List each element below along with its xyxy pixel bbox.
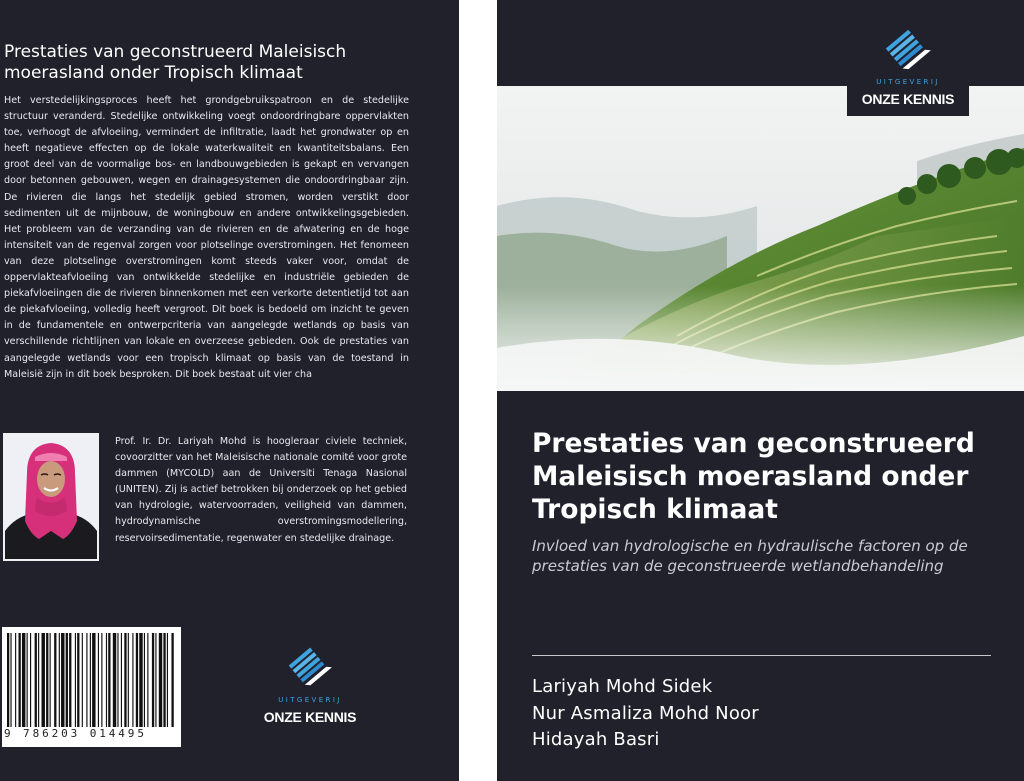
book-logo-icon	[885, 26, 931, 72]
front-cover-title: Prestaties van geconstrueerd Maleisisch moerasland onder Tropisch klimaat	[532, 428, 975, 525]
author-photo	[3, 433, 99, 561]
publisher-prefix: UITGEVERIJ	[876, 78, 940, 86]
barcode-bars	[7, 633, 176, 727]
publisher-logo-back	[256, 644, 364, 728]
author-name: Hidayah Basri	[532, 729, 660, 750]
publisher-name: ONZE KENNIS	[861, 91, 955, 107]
front-cover-subtitle: Invloed van hydrologische en hydraulische factoren op de prestaties van de geconstrueerde wetlandbehandeling	[532, 537, 968, 575]
cover-photo	[497, 86, 1024, 391]
author-bio: Prof. Ir. Dr. Lariyah Mohd is hoogleraar civiele techniek, covoorzitter van het Maleisische nationale comité voor grote dammen (MYCOLD) aan de Universiti Tenaga Nasional (UNITEN). Zij is actief betrokken bij onderzoek op het gebied van hydrologie, watervoorraden, veiligheid van dammen, hydrodynamische overstromingsmodellering, reservoirsedimentatie, regenwater en stedelijke drainage.	[115, 436, 407, 544]
spine-gap	[459, 0, 497, 781]
back-cover-blurb: Het verstedelijkingsproces heeft het grondgebruikspatroon en de stedelijke structuur veranderd. Stedelijke ontwikkeling voegt ondoordringbare oppervlakten toe, verhoogt de afvloeiing, vermindert de infiltratie, laadt het grondwater op en heeft negatieve effecten op de lokale waterkwaliteit en kwantiteitsbalans. Een groot deel van de voormalige bos- en landbouwgebieden is gekapt en vervangen door betonnen gebouwen, wegen en drainagesystemen die ondoordringbaar zijn. De rivieren die langs het stedelijk gebied stromen, worden verstikt door sedimenten uit de mijnbouw, de woningbouw en andere ontwikkelingsgebieden. Het probleem van de verzanding van de rivieren en de afwatering en de hoge intensiteit van de regenval zorgen voor plotselinge overstromingen. Het fenomeen van deze plotselinge overstromingen komt steeds vaker voor, omdat de oppervlakteafvloeiing van ontwikkelde stedelijke en industriële gebieden de piekafvloeiingen die de rivieren binnenkomen met een verkorte detentietijd tot aan de piekafvloeiing, volledig heeft vergroot. Dit boek is bedoeld om inzicht te geven in de fundamentele en ontwerpcriteria van aangelegde wetlands op basis van verschillende richtlijnen van lokale en overzeese gebieden. Ook de prestaties van aangelegde wetlands voor een tropisch klimaat op basis van de toestand in Maleisië zijn in dit boek besproken. Dit boek bestaat uit vier cha	[4, 95, 409, 380]
author-name: Lariyah Mohd Sidek	[532, 676, 713, 697]
author-name: Nur Asmaliza Mohd Noor	[532, 703, 759, 724]
title-divider	[532, 655, 991, 656]
front-cover	[497, 0, 1024, 781]
book-logo-icon	[288, 644, 332, 688]
publisher-logo-front	[847, 22, 969, 116]
back-cover-title: Prestaties van geconstrueerd Maleisisch moerasland onder Tropisch klimaat	[4, 42, 347, 83]
back-cover	[0, 0, 459, 781]
isbn-barcode	[2, 627, 181, 747]
isbn-digits: 9 786203 014495	[4, 727, 147, 740]
publisher-name: ONZE KENNIS	[263, 709, 357, 725]
publisher-prefix: UITGEVERIJ	[278, 696, 342, 704]
